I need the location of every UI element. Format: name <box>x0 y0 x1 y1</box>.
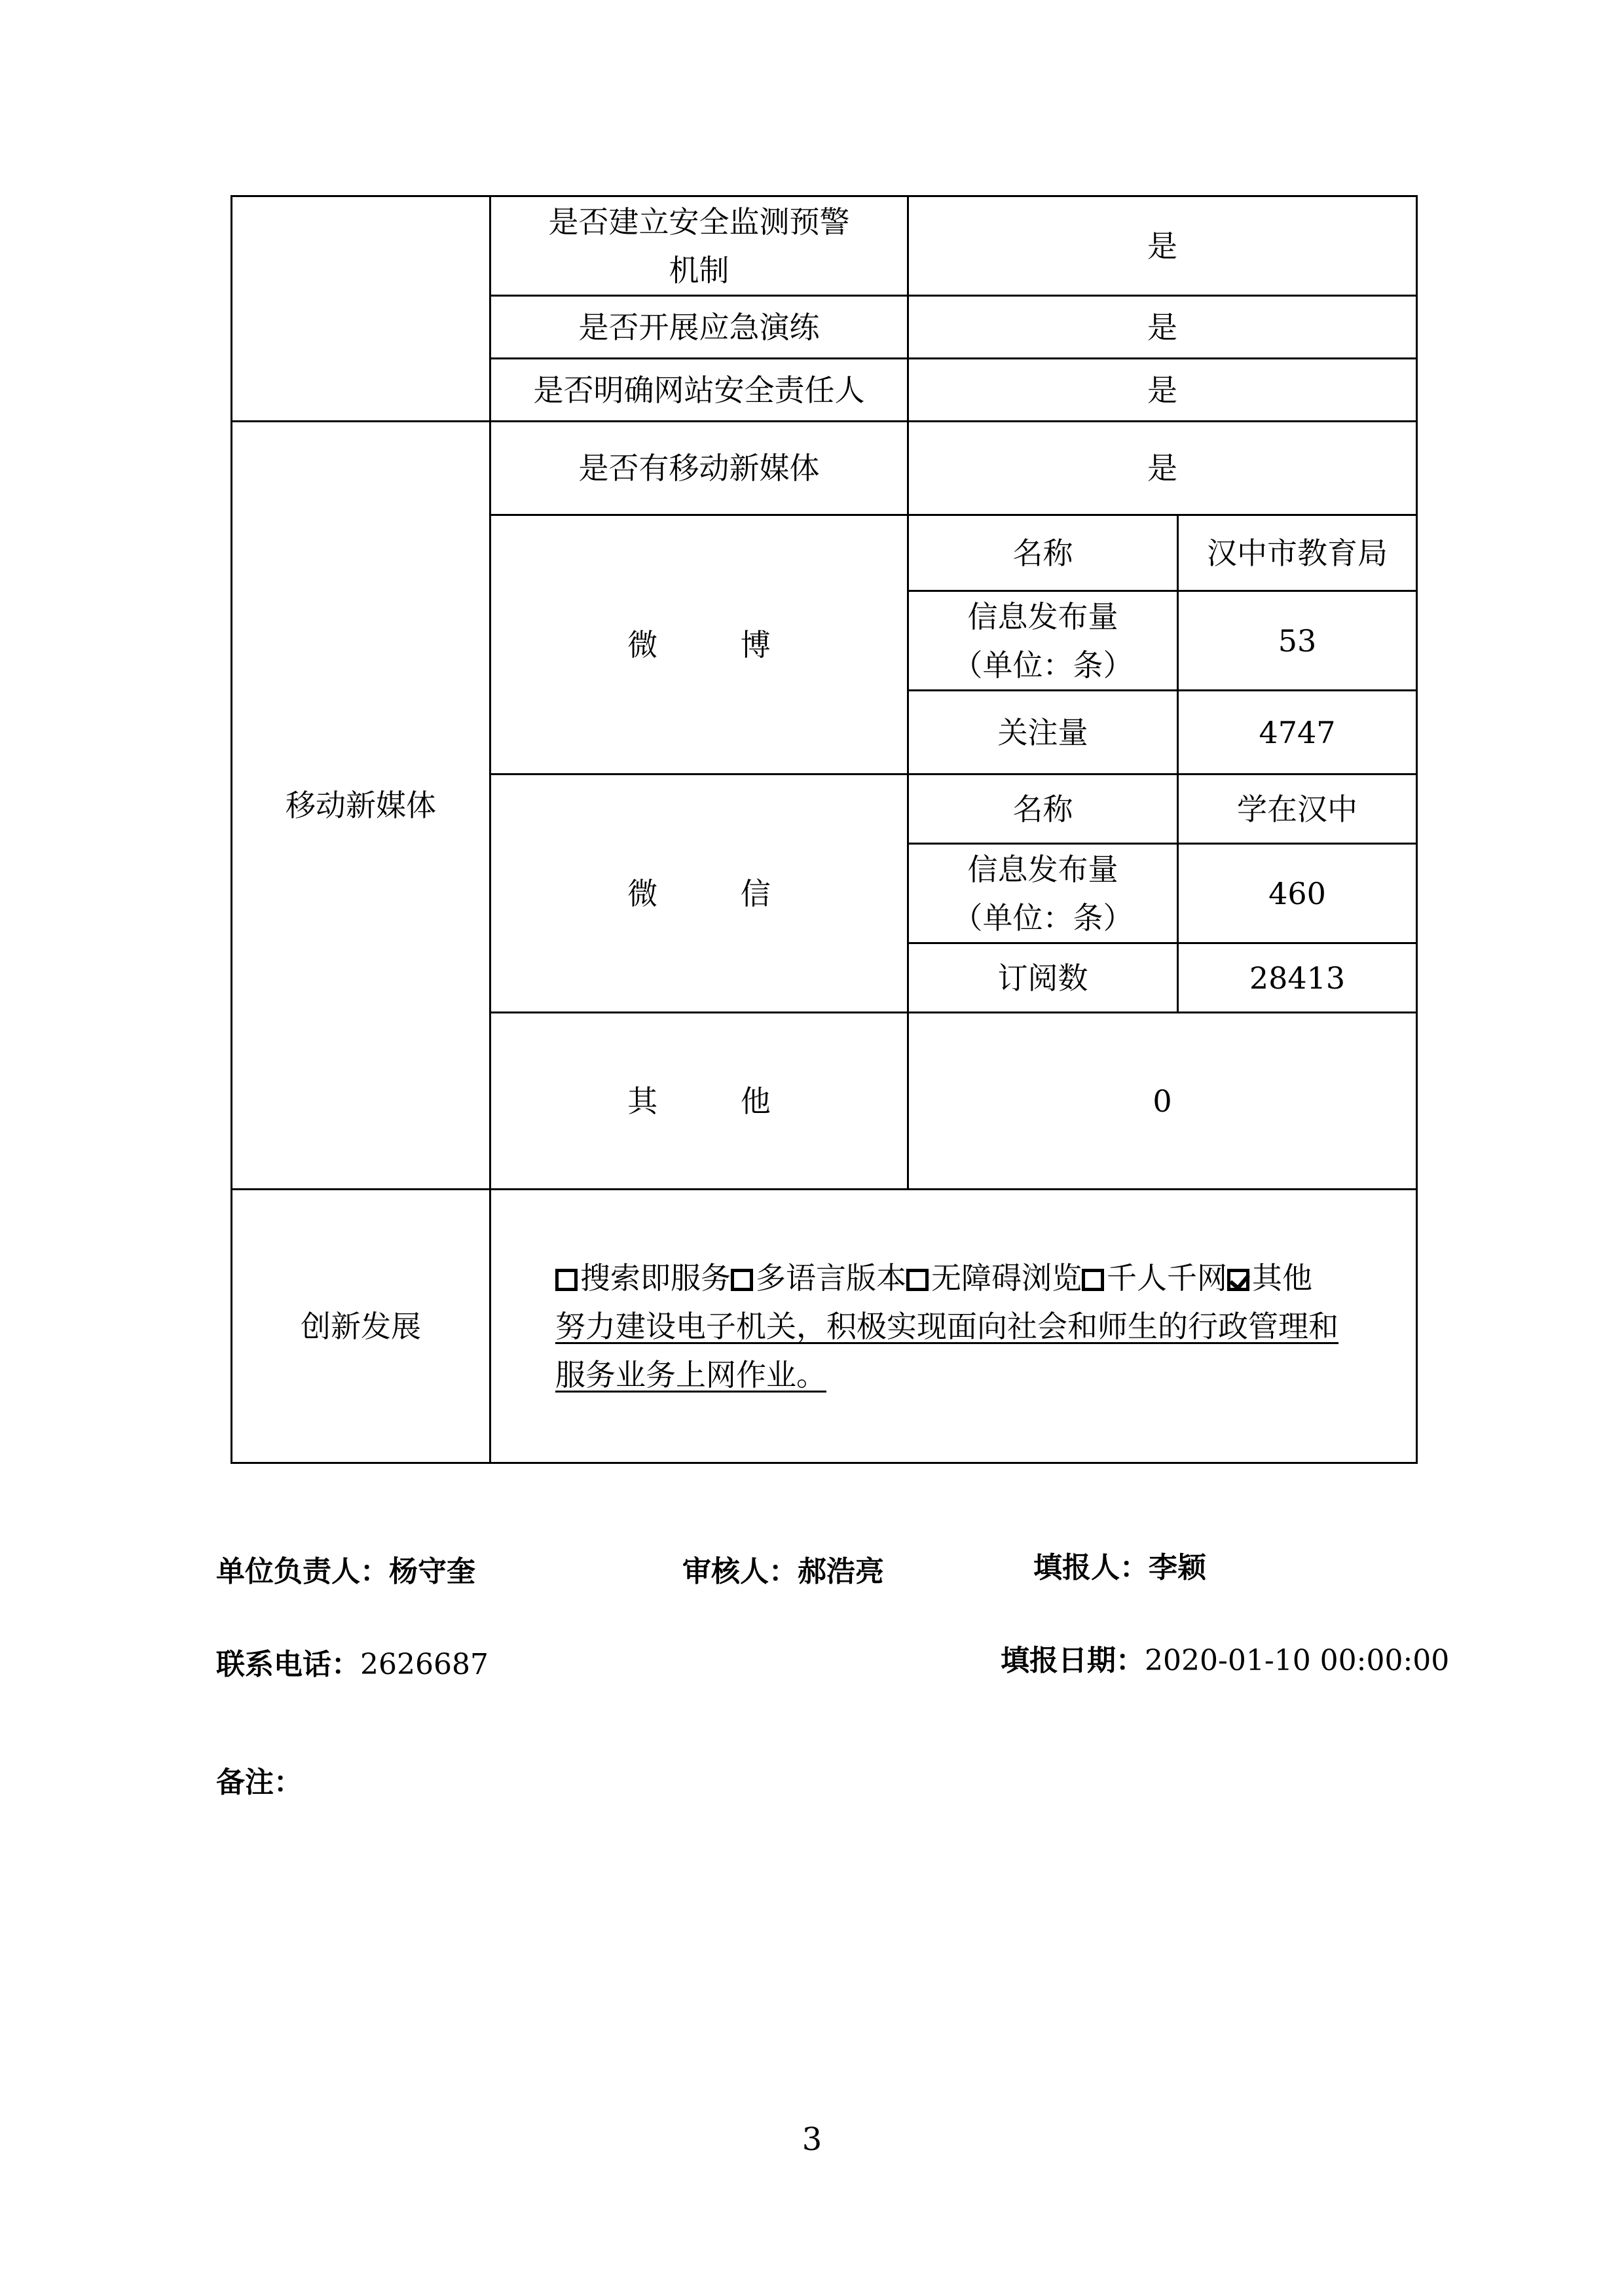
checkbox-other-checked[interactable] <box>1227 1269 1249 1291</box>
remarks-label: 备注： <box>216 1766 303 1799</box>
option-other: 其他 <box>1252 1260 1312 1296</box>
innovation-other-text-line1: 努力建设电子机关，积极实现面向社会和师生的行政管理和 <box>555 1308 1338 1344</box>
unit-head-value: 杨守奎 <box>389 1555 475 1588</box>
fill-date-label: 填报日期： <box>1001 1644 1145 1677</box>
wechat-name-value: 学在汉中 <box>1178 774 1417 844</box>
emergency-drill-label: 是否开展应急演练 <box>490 296 908 359</box>
checkbox-accessibility[interactable] <box>906 1269 929 1291</box>
has-mobile-value: 是 <box>908 422 1417 515</box>
filler-value: 李颖 <box>1149 1551 1206 1584</box>
wechat-subscribers-label: 订阅数 <box>908 943 1178 1013</box>
option-personalized: 千人千网 <box>1107 1260 1227 1296</box>
wechat-posts-value: 460 <box>1178 844 1417 943</box>
option-accessibility: 无障碍浏览 <box>931 1260 1082 1296</box>
page-number: 3 <box>802 2121 822 2158</box>
innovation-options <box>555 1254 1400 1302</box>
weibo-label: 微 博 <box>490 515 908 774</box>
weibo-posts-label: 信息发布量 （单位：条） <box>908 591 1178 691</box>
weibo-posts-value: 53 <box>1178 591 1417 691</box>
wechat-name-label: 名称 <box>908 774 1178 844</box>
weibo-followers-value: 4747 <box>1178 691 1417 774</box>
phone <box>216 1641 489 1683</box>
security-section-cell <box>232 196 490 422</box>
wechat-subscribers-value: 28413 <box>1178 943 1417 1013</box>
weibo-followers-label: 关注量 <box>908 691 1178 774</box>
weibo-name-value: 汉中市教育局 <box>1178 515 1417 591</box>
wechat-label: 微 信 <box>490 774 908 1013</box>
checkbox-personalized[interactable] <box>1082 1269 1104 1291</box>
phone-value: 2626687 <box>360 1648 489 1681</box>
checkbox-multilingual[interactable] <box>731 1269 753 1291</box>
security-monitoring-label: 是否建立安全监测预警 机制 <box>490 196 908 296</box>
fill-date <box>1001 1637 1449 1679</box>
reviewer-label: 审核人： <box>682 1555 798 1588</box>
option-multilingual: 多语言版本 <box>756 1260 906 1296</box>
security-monitoring-value: 是 <box>908 196 1417 296</box>
option-search-service: 搜索即服务 <box>580 1260 731 1296</box>
report-table <box>231 195 1418 1464</box>
filler <box>1033 1544 1206 1586</box>
phone-label: 联系电话： <box>216 1648 360 1681</box>
emergency-drill-value: 是 <box>908 296 1417 359</box>
innovation-other-text-line2: 服务业务上网作业。 <box>555 1357 826 1393</box>
unit-head-label: 单位负责人： <box>216 1555 389 1588</box>
other-media-value: 0 <box>908 1013 1417 1190</box>
innovation-content <box>490 1190 1417 1463</box>
mobile-section-label: 移动新媒体 <box>232 422 490 1190</box>
reviewer-value: 郝浩亮 <box>798 1555 884 1588</box>
wechat-posts-label: 信息发布量 （单位：条） <box>908 844 1178 943</box>
security-owner-label: 是否明确网站安全责任人 <box>490 359 908 422</box>
filler-label: 填报人： <box>1033 1551 1149 1584</box>
reviewer <box>682 1548 884 1590</box>
checkbox-search-service[interactable] <box>555 1269 578 1291</box>
security-owner-value: 是 <box>908 359 1417 422</box>
innovation-section-label: 创新发展 <box>232 1190 490 1463</box>
unit-head <box>216 1548 475 1590</box>
weibo-name-label: 名称 <box>908 515 1178 591</box>
fill-date-value: 2020-01-10 00:00:00 <box>1145 1644 1450 1677</box>
has-mobile-label: 是否有移动新媒体 <box>490 422 908 515</box>
other-media-label: 其 他 <box>490 1013 908 1190</box>
